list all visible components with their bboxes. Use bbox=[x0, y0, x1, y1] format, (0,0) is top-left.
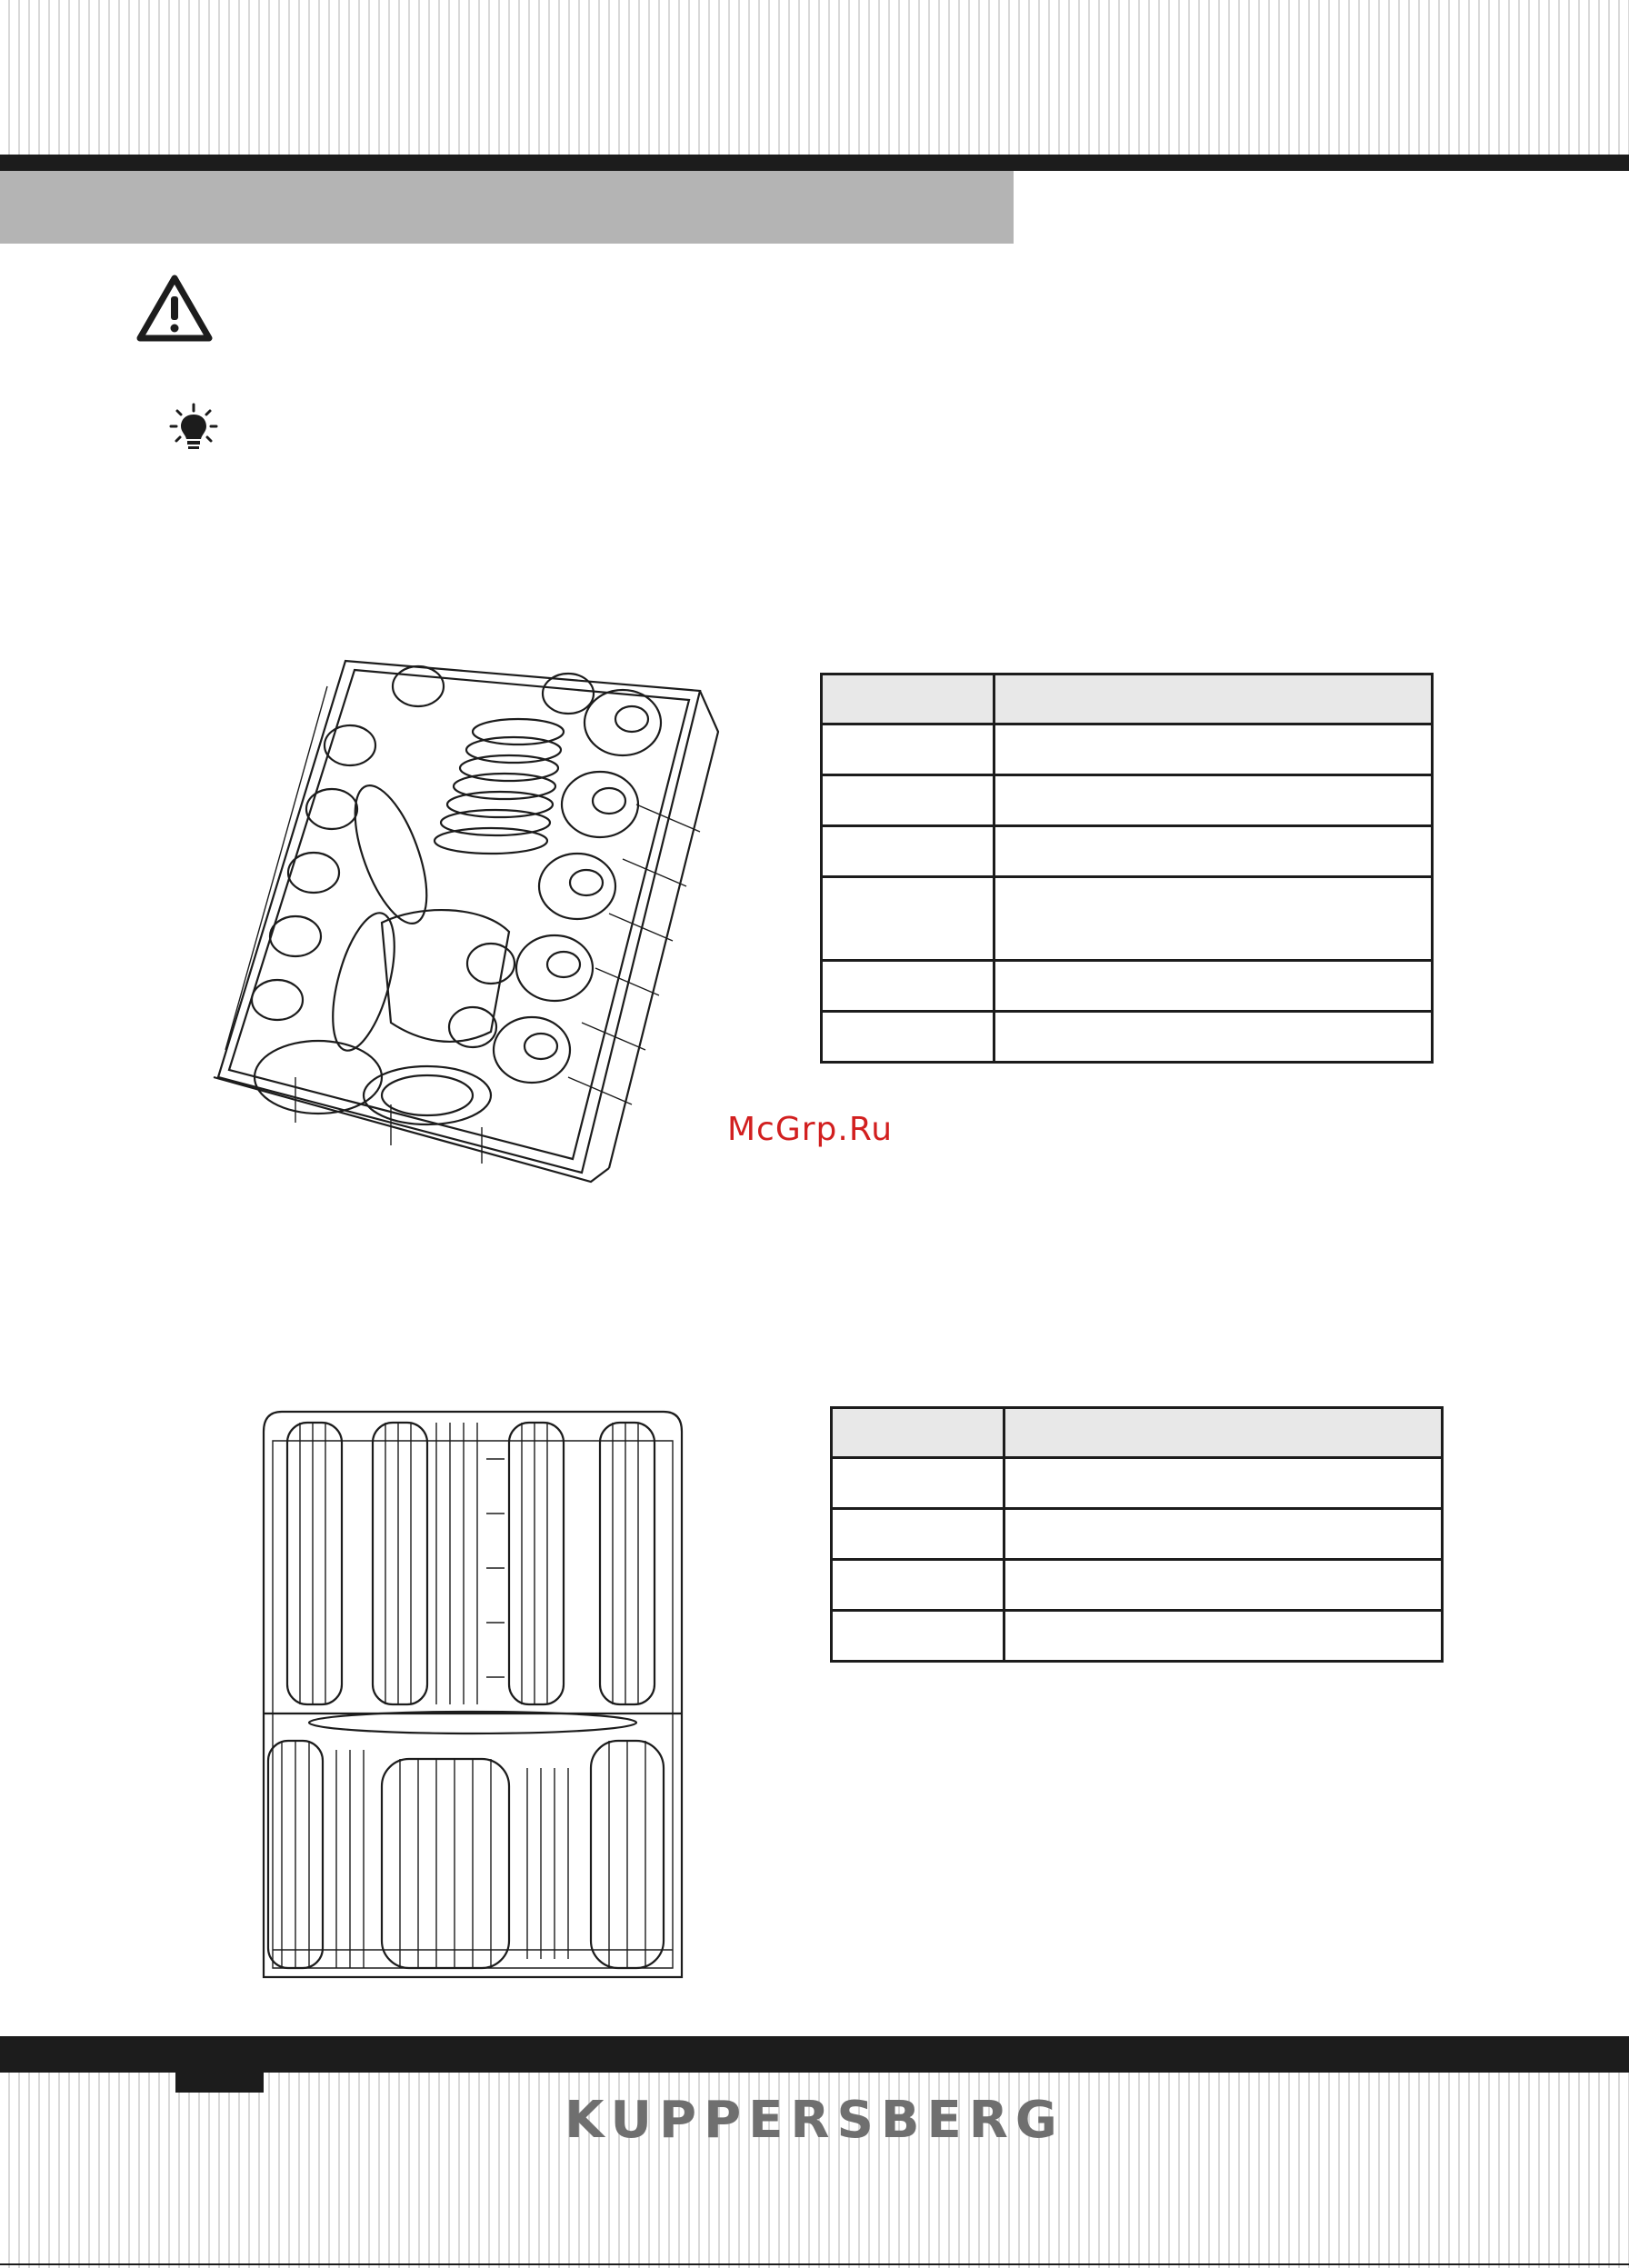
table-cell bbox=[1004, 1611, 1443, 1662]
table-row bbox=[832, 1458, 1443, 1509]
table-row bbox=[832, 1560, 1443, 1611]
table-cell bbox=[994, 826, 1433, 877]
table-cell bbox=[832, 1611, 1004, 1662]
table-cell bbox=[994, 1012, 1433, 1063]
upper-rack-legend-table bbox=[820, 673, 1434, 1064]
table-cell bbox=[832, 1408, 1004, 1458]
footer-bar bbox=[0, 2036, 1629, 2073]
table-row bbox=[822, 724, 1433, 775]
watermark-text: McGrp.Ru bbox=[727, 1111, 894, 1148]
table-row bbox=[832, 1611, 1443, 1662]
table-row bbox=[832, 1509, 1443, 1560]
lower-rack-legend-table bbox=[830, 1406, 1444, 1663]
table-row bbox=[822, 877, 1433, 961]
lightbulb-icon bbox=[168, 403, 219, 454]
header-white-area bbox=[1014, 171, 1629, 255]
table-cell bbox=[822, 877, 994, 961]
table-cell bbox=[822, 826, 994, 877]
bottom-divider bbox=[0, 2263, 1629, 2265]
table-cell bbox=[822, 724, 994, 775]
table-cell bbox=[994, 674, 1433, 724]
table-cell bbox=[832, 1509, 1004, 1560]
section-title-band bbox=[0, 171, 1014, 244]
table-cell bbox=[1004, 1408, 1443, 1458]
table-header-row bbox=[822, 674, 1433, 724]
table-cell bbox=[1004, 1509, 1443, 1560]
table-cell bbox=[994, 961, 1433, 1012]
lower-rack-illustration bbox=[255, 1404, 691, 1995]
table-row bbox=[822, 1012, 1433, 1063]
upper-rack-illustration bbox=[209, 650, 736, 1186]
table-cell bbox=[994, 775, 1433, 826]
table-cell bbox=[822, 674, 994, 724]
warning-triangle-icon bbox=[136, 275, 213, 342]
table-row bbox=[822, 826, 1433, 877]
top-stripe-pattern bbox=[0, 0, 1629, 155]
table-row bbox=[822, 775, 1433, 826]
table-cell bbox=[822, 1012, 994, 1063]
top-header-bar bbox=[0, 155, 1629, 171]
table-cell bbox=[822, 775, 994, 826]
table-cell bbox=[832, 1458, 1004, 1509]
table-cell bbox=[1004, 1458, 1443, 1509]
page-number-tab bbox=[175, 2073, 264, 2093]
table-cell bbox=[994, 877, 1433, 961]
brand-logo-text: KUPPERSBERG bbox=[565, 2091, 1064, 2150]
table-cell bbox=[832, 1560, 1004, 1611]
table-cell bbox=[994, 724, 1433, 775]
table-cell bbox=[822, 961, 994, 1012]
table-cell bbox=[1004, 1560, 1443, 1611]
table-header-row bbox=[832, 1408, 1443, 1458]
table-row bbox=[822, 961, 1433, 1012]
